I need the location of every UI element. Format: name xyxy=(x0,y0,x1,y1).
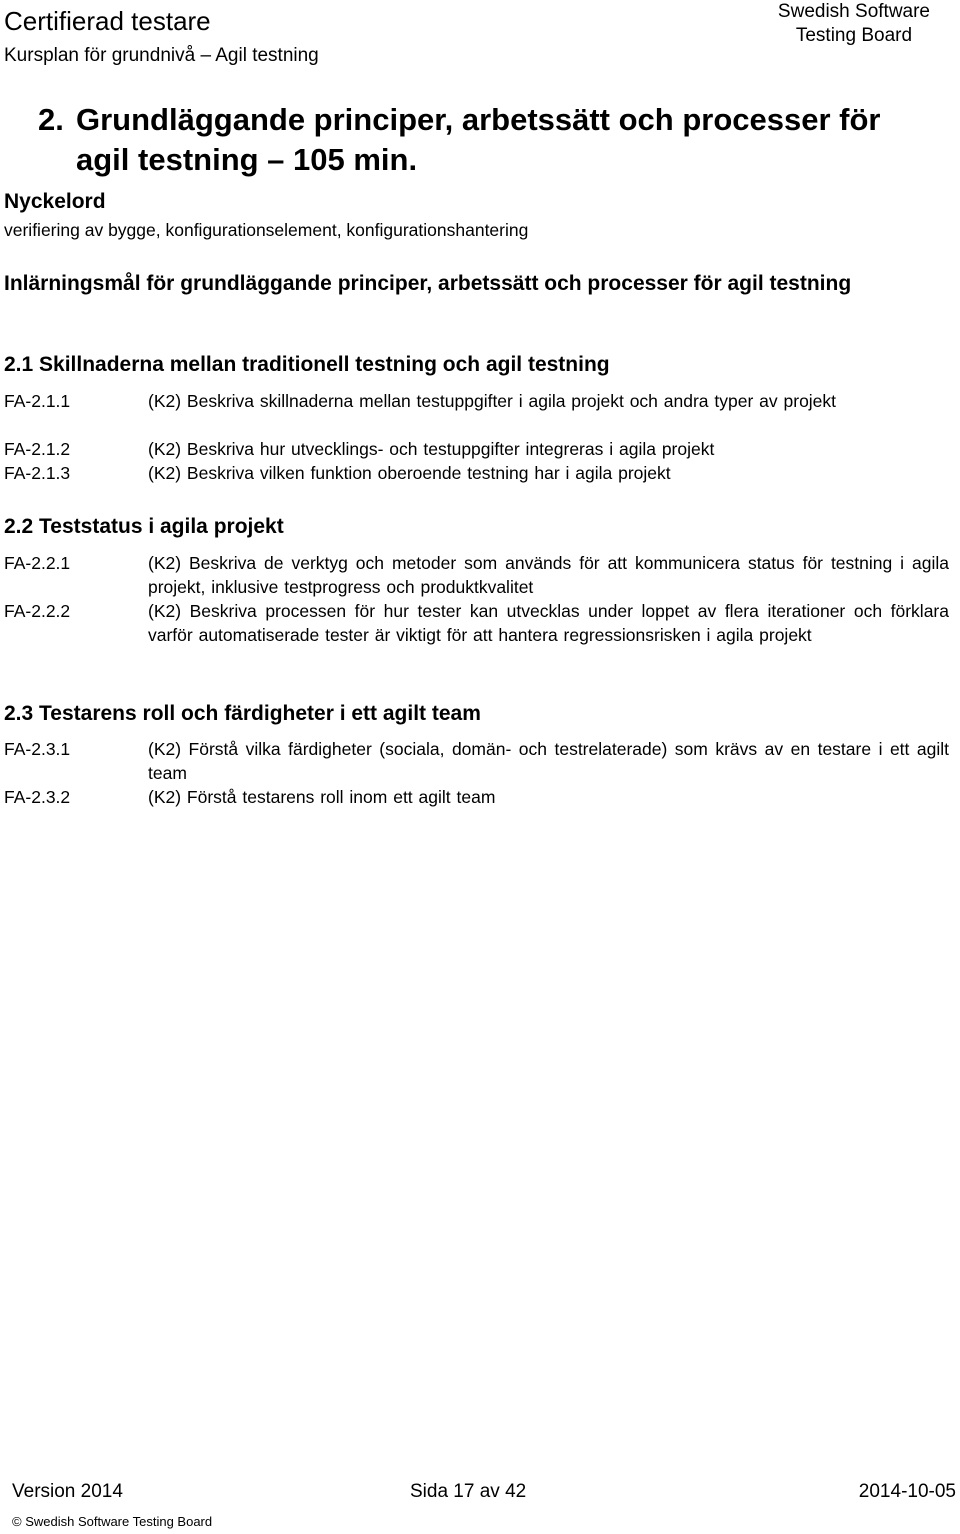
keywords-text: verifiering av bygge, konfigurationselement, konfigurationshantering xyxy=(4,220,529,240)
organization-name-line1: Swedish Software xyxy=(777,1,930,22)
organization-name-line2: Testing Board xyxy=(795,25,913,46)
objective-id: FA-2.1.1 xyxy=(4,391,71,411)
objective-text: (K2) Beskriva skillnaderna mellan testuppgifter i agila projekt och andra typer av projekt xyxy=(148,391,837,411)
chapter-title-line2: agil testning – 105 min. xyxy=(76,142,418,177)
document-subtitle: Kursplan för grundnivå – Agil testning xyxy=(4,45,319,66)
objective-id: FA-2.3.2 xyxy=(4,787,71,807)
section-heading: 2.3 Testarens roll och färdigheter i ett agilt team xyxy=(4,702,481,725)
objective-text: (K2) Beskriva vilken funktion oberoende testning har i agila projekt xyxy=(148,463,671,483)
objective-id: FA-2.2.2 xyxy=(4,601,71,621)
keywords-heading: Nyckelord xyxy=(4,190,106,213)
document-title: Certifierad testare xyxy=(4,6,211,36)
section-heading: 2.2 Teststatus i agila projekt xyxy=(4,515,284,538)
footer-copyright: © Swedish Software Testing Board xyxy=(12,1514,213,1529)
footer-version: Version 2014 xyxy=(12,1481,123,1502)
section-heading: 2.1 Skillnaderna mellan traditionell testning och agil testning xyxy=(4,353,610,376)
chapter-number: 2. xyxy=(38,102,64,137)
objective-id: FA-2.1.2 xyxy=(4,439,71,459)
objective-text: (K2) Förstå testarens roll inom ett agilt team xyxy=(148,787,496,807)
objective-id: FA-2.1.3 xyxy=(4,463,71,483)
objective-id: FA-2.3.1 xyxy=(4,739,71,759)
objective-text: (K2) Beskriva hur utvecklings- och testuppgifter integreras i agila projekt xyxy=(148,439,715,459)
objective-text: (K2) Beskriva processen för hur tester kan utvecklas under loppet av flera iterationer och förklara varför automatiserade tester är viktigt för att hantera regressionsrisken i agila projekt xyxy=(148,601,949,645)
organization-name xyxy=(778,0,930,48)
footer-date: 2014-10-05 xyxy=(858,1481,956,1502)
chapter-title-line1: Grundläggande principer, arbetssätt och processer för xyxy=(76,102,881,137)
objective-text: (K2) Förstå vilka färdigheter (sociala, domän- och testrelaterade) som krävs av en testare i ett agilt team xyxy=(148,739,949,783)
footer-page-number: Sida 17 av 42 xyxy=(410,1481,527,1502)
objective-id: FA-2.2.1 xyxy=(4,553,71,573)
learning-objectives-heading: Inlärningsmål för grundläggande principer, arbetssätt och processer för agil testning xyxy=(4,272,852,295)
objective-text: (K2) Beskriva de verktyg och metoder som används för att kommunicera status för testning i agila projekt, inklusive testprogress och produktkvalitet xyxy=(148,553,949,597)
